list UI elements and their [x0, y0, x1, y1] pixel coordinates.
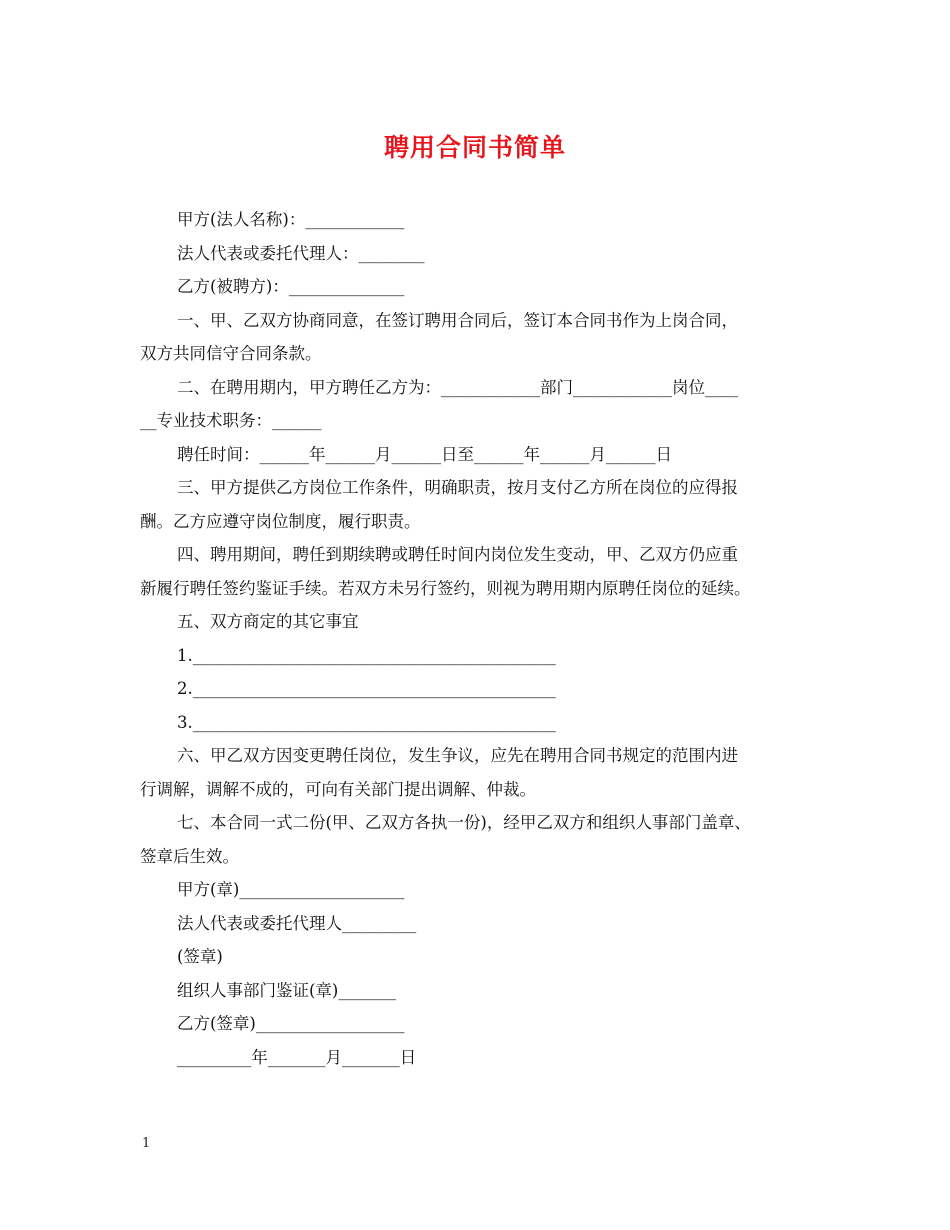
page-number: 1 [142, 1136, 151, 1151]
contract-line: 行调解，调解不成的，可向有关部门提出调解、仲裁。 [140, 779, 536, 799]
contract-line: 四、聘用期间，聘任到期续聘或聘任时间内岗位发生变动，甲、乙双方仍应重 [177, 545, 738, 564]
contract-line: (签章) [177, 947, 223, 966]
contract-line: 甲方(章)____________________ [177, 880, 405, 899]
contract-line: 酬。乙方应遵守岗位制度，履行职责。 [140, 511, 421, 531]
contract-line: 二、在聘用期内，甲方聘任乙方为：____________部门____________岗位____ [177, 377, 738, 397]
contract-line: 六、甲乙双方因变更聘任岗位，发生争议，应先在聘用合同书规定的范围内进 [177, 746, 738, 765]
contract-line: 法人代表或委托代理人_________ [177, 913, 417, 933]
contract-line: 乙方(签章)__________________ [177, 1014, 405, 1033]
contract-line: 聘任时间：______年______月______日至______年______月______日 [177, 444, 672, 464]
contract-line: 法人代表或委托代理人：________ [177, 243, 425, 263]
contract-line: _________年_______月_______日 [177, 1047, 417, 1067]
contract-line: 1.____________________________________________ [177, 645, 556, 665]
contract-body [140, 203, 815, 1074]
contract-line: 新履行聘任签约鉴证手续。若双方未另行签约，则视为聘用期内原聘任岗位的延续。 [140, 578, 751, 598]
contract-line: 甲方(法人名称)：____________ [177, 210, 405, 229]
document-title: 聘用合同书简单 [383, 133, 566, 162]
contract-line: 一、甲、乙双方协商同意，在签订聘用合同后，签订本合同书作为上岗合同， [177, 310, 738, 330]
contract-line: __专业技术职务：______ [140, 411, 322, 430]
contract-line: 双方共同信守合同条款。 [140, 344, 322, 363]
contract-line: 签章后生效。 [140, 846, 239, 866]
contract-line: 三、甲方提供乙方岗位工作条件，明确职责，按月支付乙方所在岗位的应得报 [177, 478, 738, 497]
contract-line: 组织人事部门鉴证(章)_______ [177, 980, 397, 1000]
contract-line: 五、双方商定的其它事宜 [177, 612, 359, 631]
contract-line: 乙方(被聘方)：______________ [177, 277, 405, 296]
contract-line: 3.____________________________________________ [177, 712, 556, 732]
contract-line: 2.____________________________________________ [177, 679, 556, 698]
contract-line: 七、本合同一式二份(甲、乙双方各执一份)，经甲乙双方和组织人事部门盖章、 [177, 813, 751, 832]
